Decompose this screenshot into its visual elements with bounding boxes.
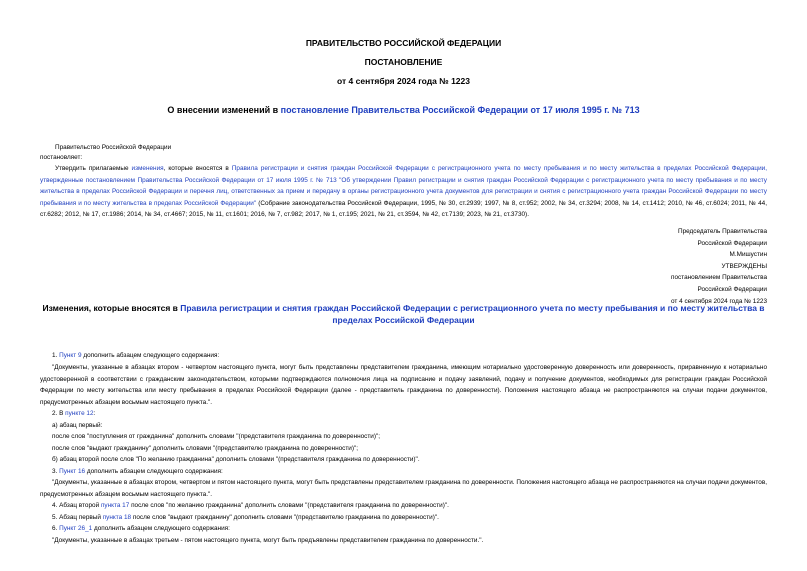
change-item-6 bbox=[52, 523, 767, 535]
preamble-line-1: Правительство Российской Федерации bbox=[55, 144, 172, 151]
change-item-3-quote: "Документы, указанные в абзацах втором, четвертом и пятом настоящего пункта, могут быть представлены представителем гражданина по доверенности. Положения настоящего абзаца не распространяются на случаи подачи документов, предусмотренных абзацем восьмым настоящего пункта.". bbox=[40, 479, 767, 498]
item-text: 1. bbox=[52, 352, 60, 359]
item-text: дополнить абзацем следующего содержания: bbox=[92, 525, 230, 532]
change-item-1 bbox=[52, 350, 767, 362]
item-4-link[interactable]: пункта 17 bbox=[100, 502, 130, 509]
item-text: 6. bbox=[52, 525, 60, 532]
signature-block bbox=[671, 226, 767, 307]
item-2-link[interactable]: пункте 12 bbox=[65, 410, 94, 417]
change-item-2a: а) абзац первый: bbox=[52, 422, 103, 429]
changes-title-link[interactable]: Правила регистрации и снятия граждан Российской Федерации с регистрационного учета по месту пребывания и по месту жительства в пределах Российской Федерации bbox=[180, 303, 765, 325]
change-item-2a-2: после слов "выдают гражданину" дополнить словами "(представителю гражданина по доверенности)"; bbox=[52, 445, 359, 452]
change-item-2 bbox=[52, 408, 767, 420]
approval-line: постановлением Правительства bbox=[671, 274, 767, 282]
title-link[interactable]: постановление Правительства Российской Федерации от 17 июля 1995 г. № 713 bbox=[280, 105, 640, 115]
changes-title bbox=[40, 302, 767, 326]
item-text: 3. bbox=[52, 468, 60, 475]
paragraph-text: Утвердить прилагаемые bbox=[55, 165, 132, 172]
change-item-2a-1: после слов "поступления от гражданина" дополнить словами "(представителя гражданина по доверенности)"; bbox=[52, 433, 381, 440]
title-prefix: О внесении изменений в bbox=[167, 105, 281, 115]
item-text: дополнить абзацем следующего содержания: bbox=[85, 468, 223, 475]
document-title bbox=[0, 105, 807, 115]
signature-line: Председатель Правительства bbox=[678, 228, 767, 235]
change-item-5 bbox=[52, 512, 767, 524]
changes-title-prefix: Изменения, которые вносятся в bbox=[42, 303, 181, 313]
resolution-paragraph bbox=[40, 163, 767, 221]
item-6-link[interactable]: Пункт 26_1 bbox=[59, 525, 93, 532]
approval-date: от 4 сентября 2024 года № 1223 bbox=[671, 297, 767, 305]
preamble-line-2: постановляет: bbox=[40, 154, 83, 161]
change-item-4 bbox=[52, 500, 767, 512]
document-date-number: от 4 сентября 2024 года № 1223 bbox=[337, 76, 470, 86]
change-item-6-quote: "Документы, указанные в абзацах третьем - пятом настоящего пункта, могут быть предъявлены представителем гражданина по доверенности.". bbox=[52, 537, 484, 544]
item-5-link[interactable]: пункта 18 bbox=[102, 514, 132, 521]
item-text: дополнить абзацем следующего содержания: bbox=[81, 352, 220, 359]
signature-name: М.Мишустин bbox=[729, 251, 767, 259]
paragraph-text: , которые вносятся в bbox=[163, 165, 232, 172]
paragraph-text: (Собрание законодательства Российской Федерации, 1995, № 30, ст.2939; 1997, № 8, ст.952; 2002, № 34, ст.3294; 2008, № 14, ст.1412; 2010, № 46, ст.6024; 2011, № 44, ст.6282; 2012, № 17, ст.1986; 2014, № 34, ст.4667; 2015, № 11, ст.1601; 2016, № 7, ст.982; 2017, № 1, ст.195; 2021, № 21, ст.3594, № 42, ст.7139; 2023, № 21, ст.3730). bbox=[40, 199, 767, 219]
item-text: 2. В bbox=[52, 410, 66, 417]
item-text: после слов "выдают гражданину" дополнить словами "(представителю гражданина по доверенности)". bbox=[131, 514, 439, 521]
item-text: : bbox=[93, 410, 96, 417]
change-item-2b: б) абзац второй после слов "По желанию гражданина" дополнить словами "(представителя гражданина по доверенности)". bbox=[52, 456, 420, 463]
change-item-1-quote: "Документы, указанные в абзацах втором - четвертом настоящего пункта, могут быть представлены представителем гражданина, имеющим нотариально удостоверенную доверенность или доверенность, приравненную к нотариально удостоверенной в соответствии с гражданским законодательством, которыми подтверждаются полномочия лица на подписание и подачу заявлений, подачу и получение документов, необходимых для регистрации граждан Российской Федерации по месту жительства или месту пребывания в пределах Российской Федерации (далее - представитель гражданина по доверенности). Положения настоящего абзаца не распространяются на случаи подачи документов, предусмотренных абзацем восьмым настоящего пункта.". bbox=[40, 364, 767, 406]
item-text: 4. Абзац второй bbox=[52, 502, 101, 509]
resolution-link[interactable]: , утвержденные постановлением Правительства Российской Федерации от 17 июля 1995 г. № 713 "Об утверждении Правил регистрации и снятия граждан Российской Федерации с регистрационного учета по месту пребывания и по месту жительства в пределах Российской Федерации и перечня лиц, ответственных за прием и передачу в органы регистрационного учета документов для регистрации и снятия с регистрационного учета граждан Российской Федерации по месту пребывания и по месту жительства в пределах Российской Федерации" bbox=[40, 165, 767, 207]
item-text: после слов "по желанию гражданина" дополнить словами "(представителя гражданина по доверенности)". bbox=[129, 502, 449, 509]
approval-line: Российской Федерации bbox=[697, 285, 767, 293]
item-1-link[interactable]: Пункт 9 bbox=[59, 352, 82, 359]
rules-link[interactable]: Правила регистрации и снятия граждан Российской Федерации с регистрационного учета по месту пребывания и по месту жительства в пределах Российской Федерации bbox=[231, 165, 766, 172]
change-item-3 bbox=[52, 466, 767, 478]
changes-link[interactable]: изменения bbox=[131, 165, 164, 172]
approval-line: УТВЕРЖДЕНЫ bbox=[721, 262, 767, 270]
document-type: ПОСТАНОВЛЕНИЕ bbox=[364, 57, 443, 67]
government-header: ПРАВИТЕЛЬСТВО РОССИЙСКОЙ ФЕДЕРАЦИИ bbox=[305, 38, 502, 48]
item-text: 5. Абзац первый bbox=[52, 514, 103, 521]
signature-line: Российской Федерации bbox=[697, 239, 767, 247]
item-3-link[interactable]: Пункт 16 bbox=[59, 468, 86, 475]
